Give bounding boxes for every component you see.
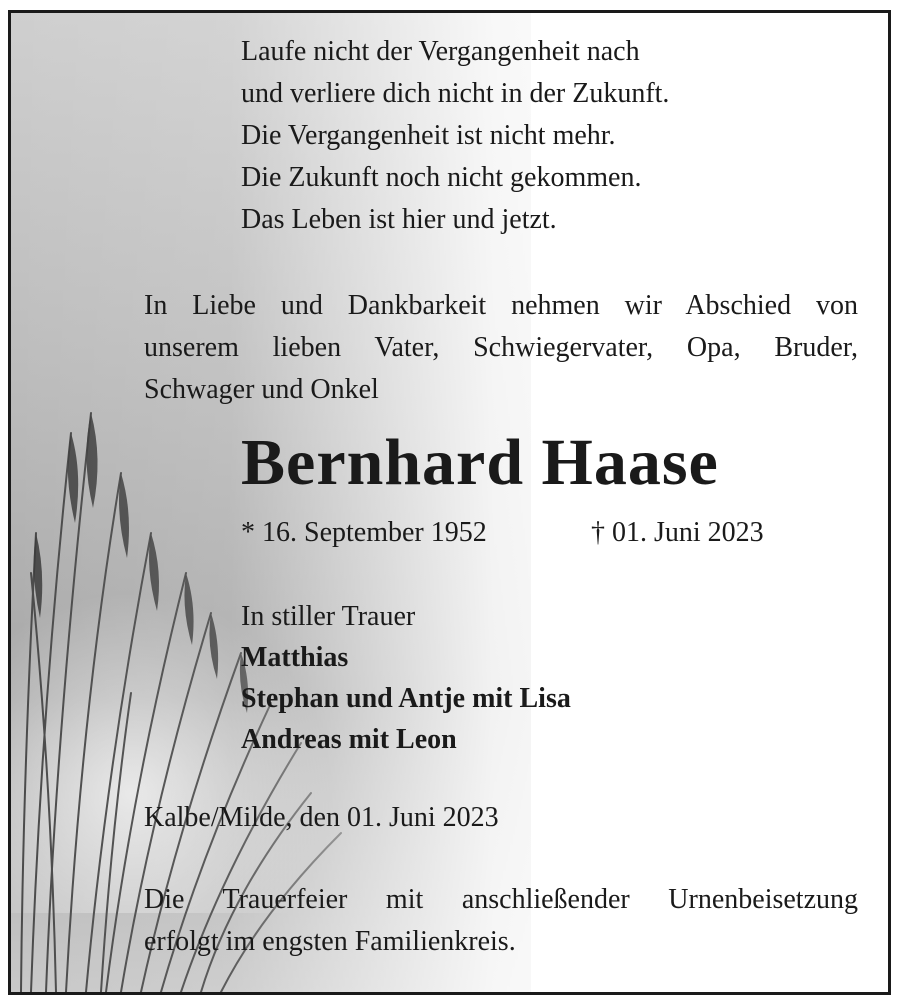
funeral-notice xyxy=(144,879,858,963)
poem-line: und verliere dich nicht in der Zukunft. xyxy=(241,78,670,109)
farewell-line: unserem lieben Vater, Schwiegervater, Opa, Bruder, xyxy=(144,332,858,363)
farewell-line: Schwager und Onkel xyxy=(144,374,379,405)
mourner-name: Andreas mit Leon xyxy=(241,724,457,755)
poem-line: Die Vergangenheit ist nicht mehr. xyxy=(241,120,616,151)
farewell-line: In Liebe und Dankbarkeit nehmen wir Abschied von xyxy=(144,290,858,321)
deceased-name: Bernhard Haase xyxy=(241,426,719,499)
obituary-card xyxy=(8,10,891,995)
funeral-line: erfolgt im engsten Familienkreis. xyxy=(144,926,516,957)
birth-date: * 16. September 1952 xyxy=(241,517,487,548)
mourners-block xyxy=(241,596,571,760)
mourner-name: Matthias xyxy=(241,642,349,673)
poem-line: Laufe nicht der Vergangenheit nach xyxy=(241,36,640,67)
death-date: † 01. Juni 2023 xyxy=(591,517,764,548)
mourner-name: Stephan und Antje mit Lisa xyxy=(241,683,571,714)
farewell-text xyxy=(144,285,858,411)
poem-line: Das Leben ist hier und jetzt. xyxy=(241,204,557,235)
poem-line: Die Zukunft noch nicht gekommen. xyxy=(241,162,642,193)
funeral-line: Die Trauerfeier mit anschließender Urnenbeisetzung xyxy=(144,884,858,915)
place-date: Kalbe/Milde, den 01. Juni 2023 xyxy=(144,802,499,833)
mourning-heading: In stiller Trauer xyxy=(241,601,416,632)
poem xyxy=(241,31,669,241)
